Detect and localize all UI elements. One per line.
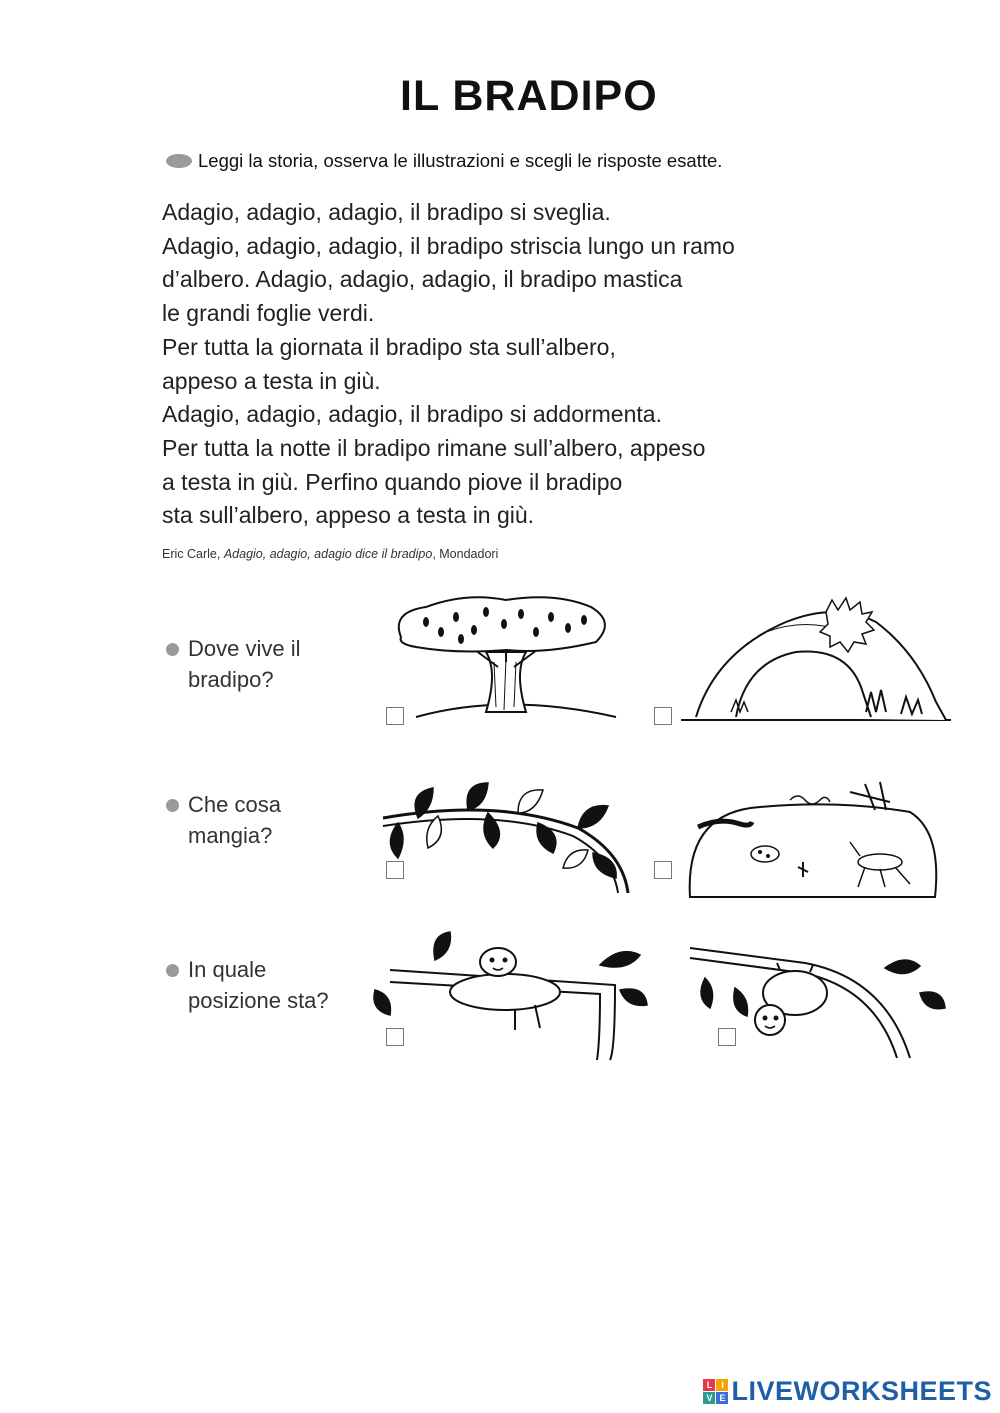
answer-checkbox-lying[interactable] (386, 1028, 404, 1046)
liveworksheets-logo-icon (703, 1379, 728, 1404)
question-1-line2: bradipo? (188, 667, 274, 692)
story-line: sta sull’albero, appeso a testa in giù. (162, 502, 535, 529)
story-line: d’albero. Adagio, adagio, adagio, il bradipo mastica (162, 266, 683, 293)
credit-author: Eric Carle, (162, 547, 224, 561)
page-title: IL BRADIPO (400, 72, 658, 120)
instruction (166, 150, 722, 172)
story-line: a testa in giù. Perfino quando piove il bradipo (162, 468, 623, 495)
watermark-text: LIVEWORKSHEETS (731, 1376, 992, 1406)
question-3-line1: In quale (188, 957, 267, 982)
question-2 (166, 789, 281, 851)
logo-letter: V (703, 1392, 715, 1404)
logo-letter: I (716, 1379, 728, 1391)
liveworksheets-watermark (703, 1376, 992, 1407)
answer-checkbox-cave[interactable] (654, 707, 672, 725)
logo-letter: E (716, 1392, 728, 1404)
leaves-illustration (378, 778, 638, 898)
story-text (162, 196, 862, 533)
story-line: le grandi foglie verdi. (162, 300, 375, 327)
bullet-icon (166, 964, 179, 977)
answer-checkbox-tree[interactable] (386, 707, 404, 725)
sloth-on-branch-illustration (365, 930, 650, 1065)
question-3-line2: posizione sta? (188, 988, 329, 1013)
question-2-line2: mangia? (188, 823, 273, 848)
question-2-line1: Che cosa (188, 792, 281, 817)
logo-letter: L (703, 1379, 715, 1391)
insects-illustration (680, 772, 945, 902)
answer-checkbox-leaves[interactable] (386, 861, 404, 879)
question-3 (166, 954, 329, 1016)
answer-checkbox-insects[interactable] (654, 861, 672, 879)
bullet-icon (166, 799, 179, 812)
credit-publisher: , Mondadori (432, 547, 499, 561)
story-line: Adagio, adagio, adagio, il bradipo si sveglia. (162, 199, 611, 225)
answer-checkbox-hanging[interactable] (718, 1028, 736, 1046)
story-line: Per tutta la giornata il bradipo sta sull’albero, (162, 333, 616, 360)
source-credit (162, 547, 498, 561)
question-1 (166, 633, 300, 695)
story-line: Adagio, adagio, adagio, il bradipo si addormenta. (162, 401, 662, 428)
bullet-icon (166, 643, 179, 656)
question-1-line1: Dove vive il (188, 636, 301, 661)
story-line: Adagio, adagio, adagio, il bradipo striscia lungo un ramo (162, 232, 735, 259)
story-line: Per tutta la notte il bradipo rimane sull’albero, appeso (162, 434, 706, 461)
credit-book: Adagio, adagio, adagio dice il bradipo (223, 547, 433, 561)
story-line: appeso a testa in giù. (162, 367, 381, 394)
cave-illustration (676, 592, 956, 732)
instruction-text: Leggi la storia, osserva le illustrazioni e scegli le risposte esatte. (198, 150, 723, 171)
bullet-icon (166, 154, 192, 168)
tree-illustration (386, 592, 626, 732)
